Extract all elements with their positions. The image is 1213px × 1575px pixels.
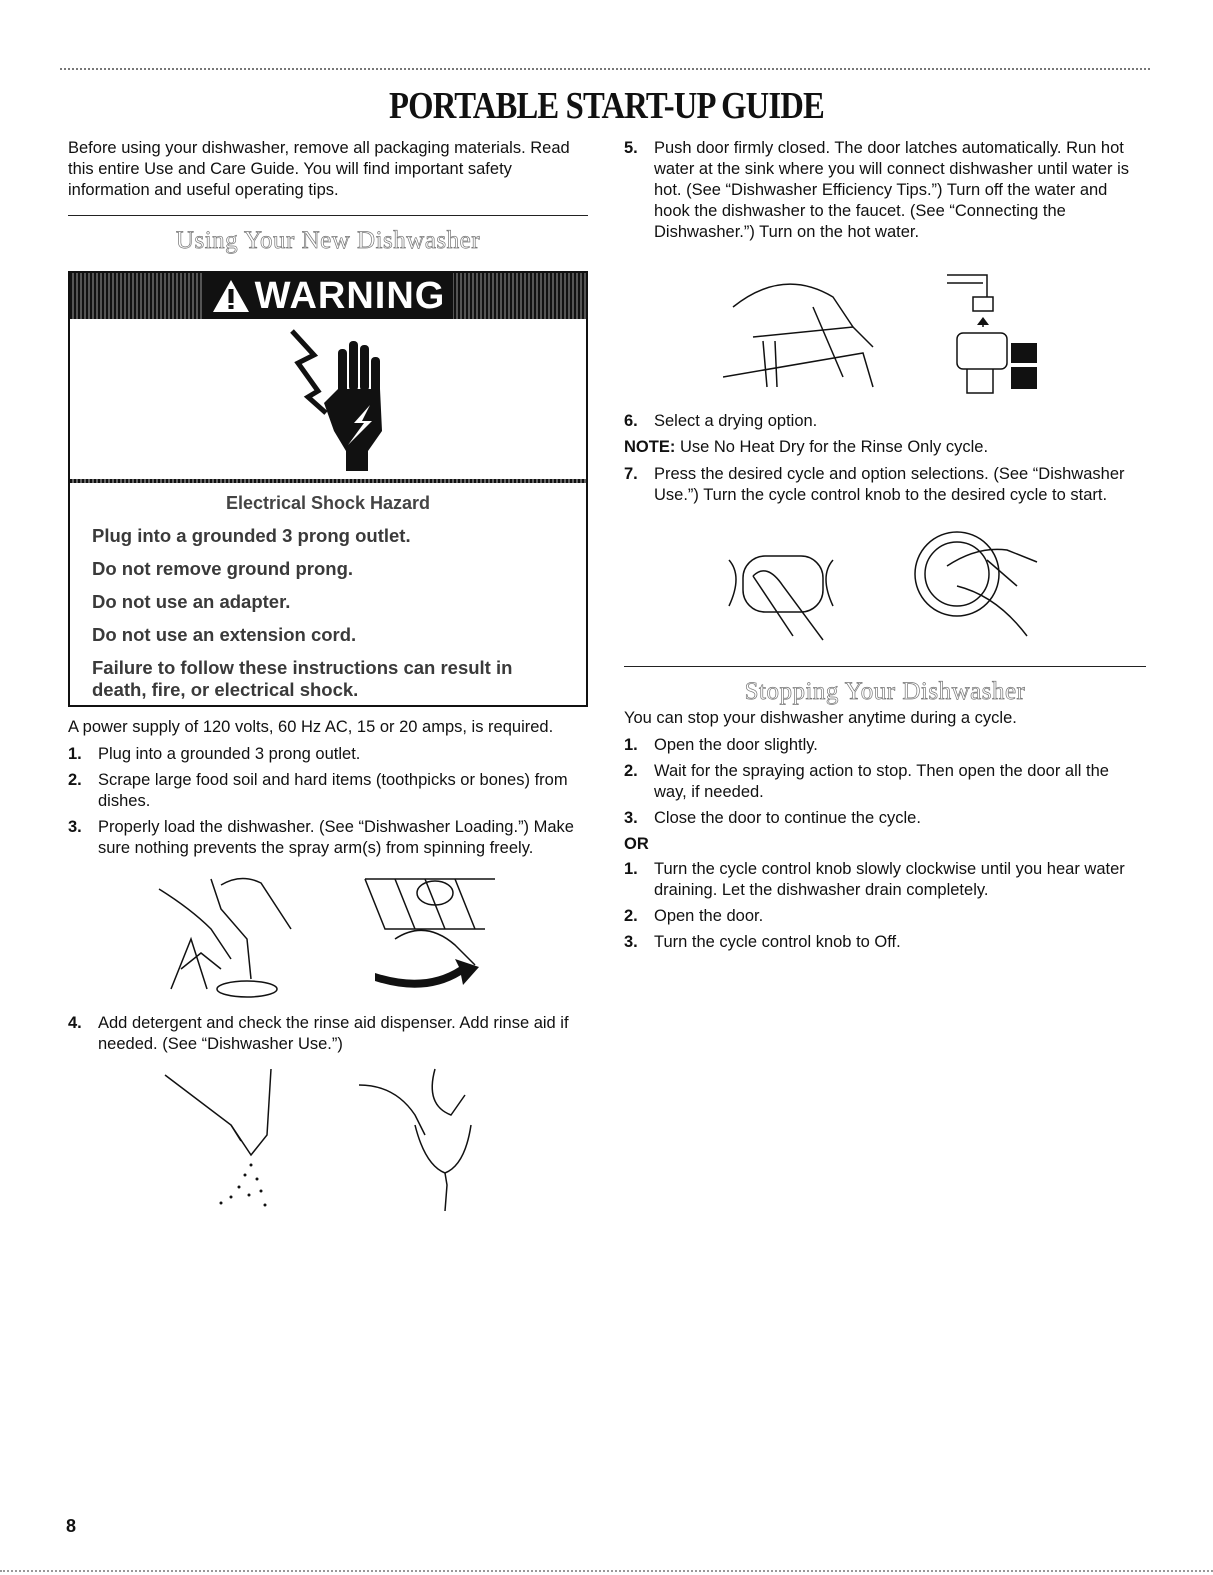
- add-detergent-illustration: [161, 1065, 301, 1215]
- warning-word: WARNING: [254, 274, 446, 317]
- loading-illustrations: [68, 869, 588, 999]
- warning-triangle-icon: [211, 278, 251, 314]
- hazard-line: Do not use an extension cord.: [92, 624, 357, 645]
- step-item: [624, 411, 1146, 432]
- press-button-illustration: [713, 526, 853, 646]
- step-text: Wait for the spraying action to stop. Then open the door all the way, if needed.: [654, 762, 1109, 801]
- note-label: NOTE:: [624, 438, 676, 456]
- hazard-line: Failure to follow these instructions can result in death, fire, or electrical shock.: [92, 657, 513, 700]
- step-text: Push door firmly closed. The door latches automatically. Run hot water at the sink where you will connect dishwasher until water is hot. (See “Dishwasher Efficiency Tips.”) Turn off the water and hook the dishwasher to the faucet. (See “Connecting the Dishwasher.”) Turn on the hot water.: [654, 139, 1130, 241]
- intro-paragraph: Before using your dishwasher, remove all packaging materials. Read this entire Use and Care Guide. You will find important safety information and useful operating tips.: [68, 139, 570, 199]
- page-number: 8: [66, 1516, 77, 1536]
- step-item: [68, 744, 588, 765]
- faucet-illustrations: [624, 267, 1146, 397]
- top-dotted-rule: [60, 68, 1150, 70]
- step-item: [624, 138, 1146, 243]
- step-number: 4.: [68, 1014, 82, 1032]
- step-text: Scrape large food soil and hard items (toothpicks or bones) from dishes.: [98, 771, 568, 810]
- section-heading-using: Using Your New Dishwasher: [175, 227, 481, 254]
- step-text: Press the desired cycle and option selections. (See “Dishwasher Use.”) Turn the cycle control knob to the desired cycle to start.: [654, 465, 1125, 504]
- hazard-line: Do not remove ground prong.: [92, 558, 354, 579]
- step-number: 3.: [624, 809, 638, 827]
- step-number: 1.: [68, 745, 82, 763]
- hazard-lines: [92, 525, 572, 712]
- step-number: 2.: [624, 762, 638, 780]
- electrical-shock-hand-icon: [288, 327, 398, 475]
- step-text: Open the door.: [654, 907, 764, 925]
- step-text: Turn the cycle control knob to Off.: [654, 933, 901, 951]
- step-number: 2.: [624, 907, 638, 925]
- bottom-dotted-rule: [0, 1570, 1213, 1572]
- run-hot-water-illustration: [723, 267, 883, 397]
- warning-title: [203, 273, 454, 319]
- detergent-illustrations: [68, 1065, 588, 1215]
- warning-box: [68, 271, 588, 707]
- page-title: PORTABLE START-UP GUIDE: [389, 85, 824, 127]
- step-item: [624, 808, 1146, 829]
- step-number: 3.: [624, 933, 638, 951]
- step-item: [624, 464, 1146, 506]
- section-divider: [68, 215, 588, 216]
- step-item: [624, 932, 1146, 953]
- scrape-dishes-illustration: [151, 869, 301, 999]
- warning-header: [70, 273, 586, 319]
- step-text: Plug into a grounded 3 prong outlet.: [98, 745, 361, 763]
- hazard-title: Electrical Shock Hazard: [225, 493, 431, 513]
- step-item: [68, 770, 588, 812]
- step-item: [624, 906, 1146, 927]
- hazard-line: Do not use an adapter.: [92, 591, 291, 612]
- left-column: [68, 138, 588, 1229]
- step-number: 5.: [624, 139, 638, 157]
- power-requirements: A power supply of 120 volts, 60 Hz AC, 15 or 20 amps, is required.: [68, 718, 554, 736]
- step-item: [68, 817, 588, 859]
- step-text: Properly load the dishwasher. (See “Dishwasher Loading.”) Make sure nothing prevents the spray arm(s) from spinning freely.: [98, 818, 574, 857]
- step-text: Open the door slightly.: [654, 736, 818, 754]
- section-heading-stopping: Stopping Your Dishwasher: [744, 678, 1026, 705]
- step-item: [624, 761, 1146, 803]
- section-divider: [624, 666, 1146, 667]
- step-number: 6.: [624, 412, 638, 430]
- add-rinse-aid-illustration: [355, 1065, 495, 1215]
- faucet-adapter-illustration: [937, 267, 1047, 397]
- warning-separator: [70, 479, 586, 483]
- step-item: [624, 735, 1146, 756]
- note-text: Use No Heat Dry for the Rinse Only cycle.: [679, 438, 989, 456]
- step-number: 7.: [624, 465, 638, 483]
- step-text: Select a drying option.: [654, 412, 818, 430]
- note: [624, 437, 1146, 458]
- step-number: 1.: [624, 736, 638, 754]
- step-number: 3.: [68, 818, 82, 836]
- step-item: [624, 859, 1146, 901]
- step-number: 1.: [624, 860, 638, 878]
- step-item: [68, 1013, 588, 1055]
- step-text: Turn the cycle control knob slowly clockwise until you hear water draining. Let the dishwasher drain completely.: [654, 860, 1125, 899]
- right-column: [624, 138, 1146, 958]
- control-illustrations: [624, 526, 1146, 646]
- turn-knob-illustration: [907, 526, 1057, 646]
- load-dishwasher-illustration: [355, 869, 505, 999]
- stop-intro: You can stop your dishwasher anytime during a cycle.: [624, 709, 1017, 727]
- step-text: Close the door to continue the cycle.: [654, 809, 921, 827]
- step-text: Add detergent and check the rinse aid dispenser. Add rinse aid if needed. (See “Dishwasher Use.”): [98, 1014, 569, 1053]
- hazard-line: Plug into a grounded 3 prong outlet.: [92, 525, 411, 546]
- or-label: OR: [624, 835, 649, 853]
- step-number: 2.: [68, 771, 82, 789]
